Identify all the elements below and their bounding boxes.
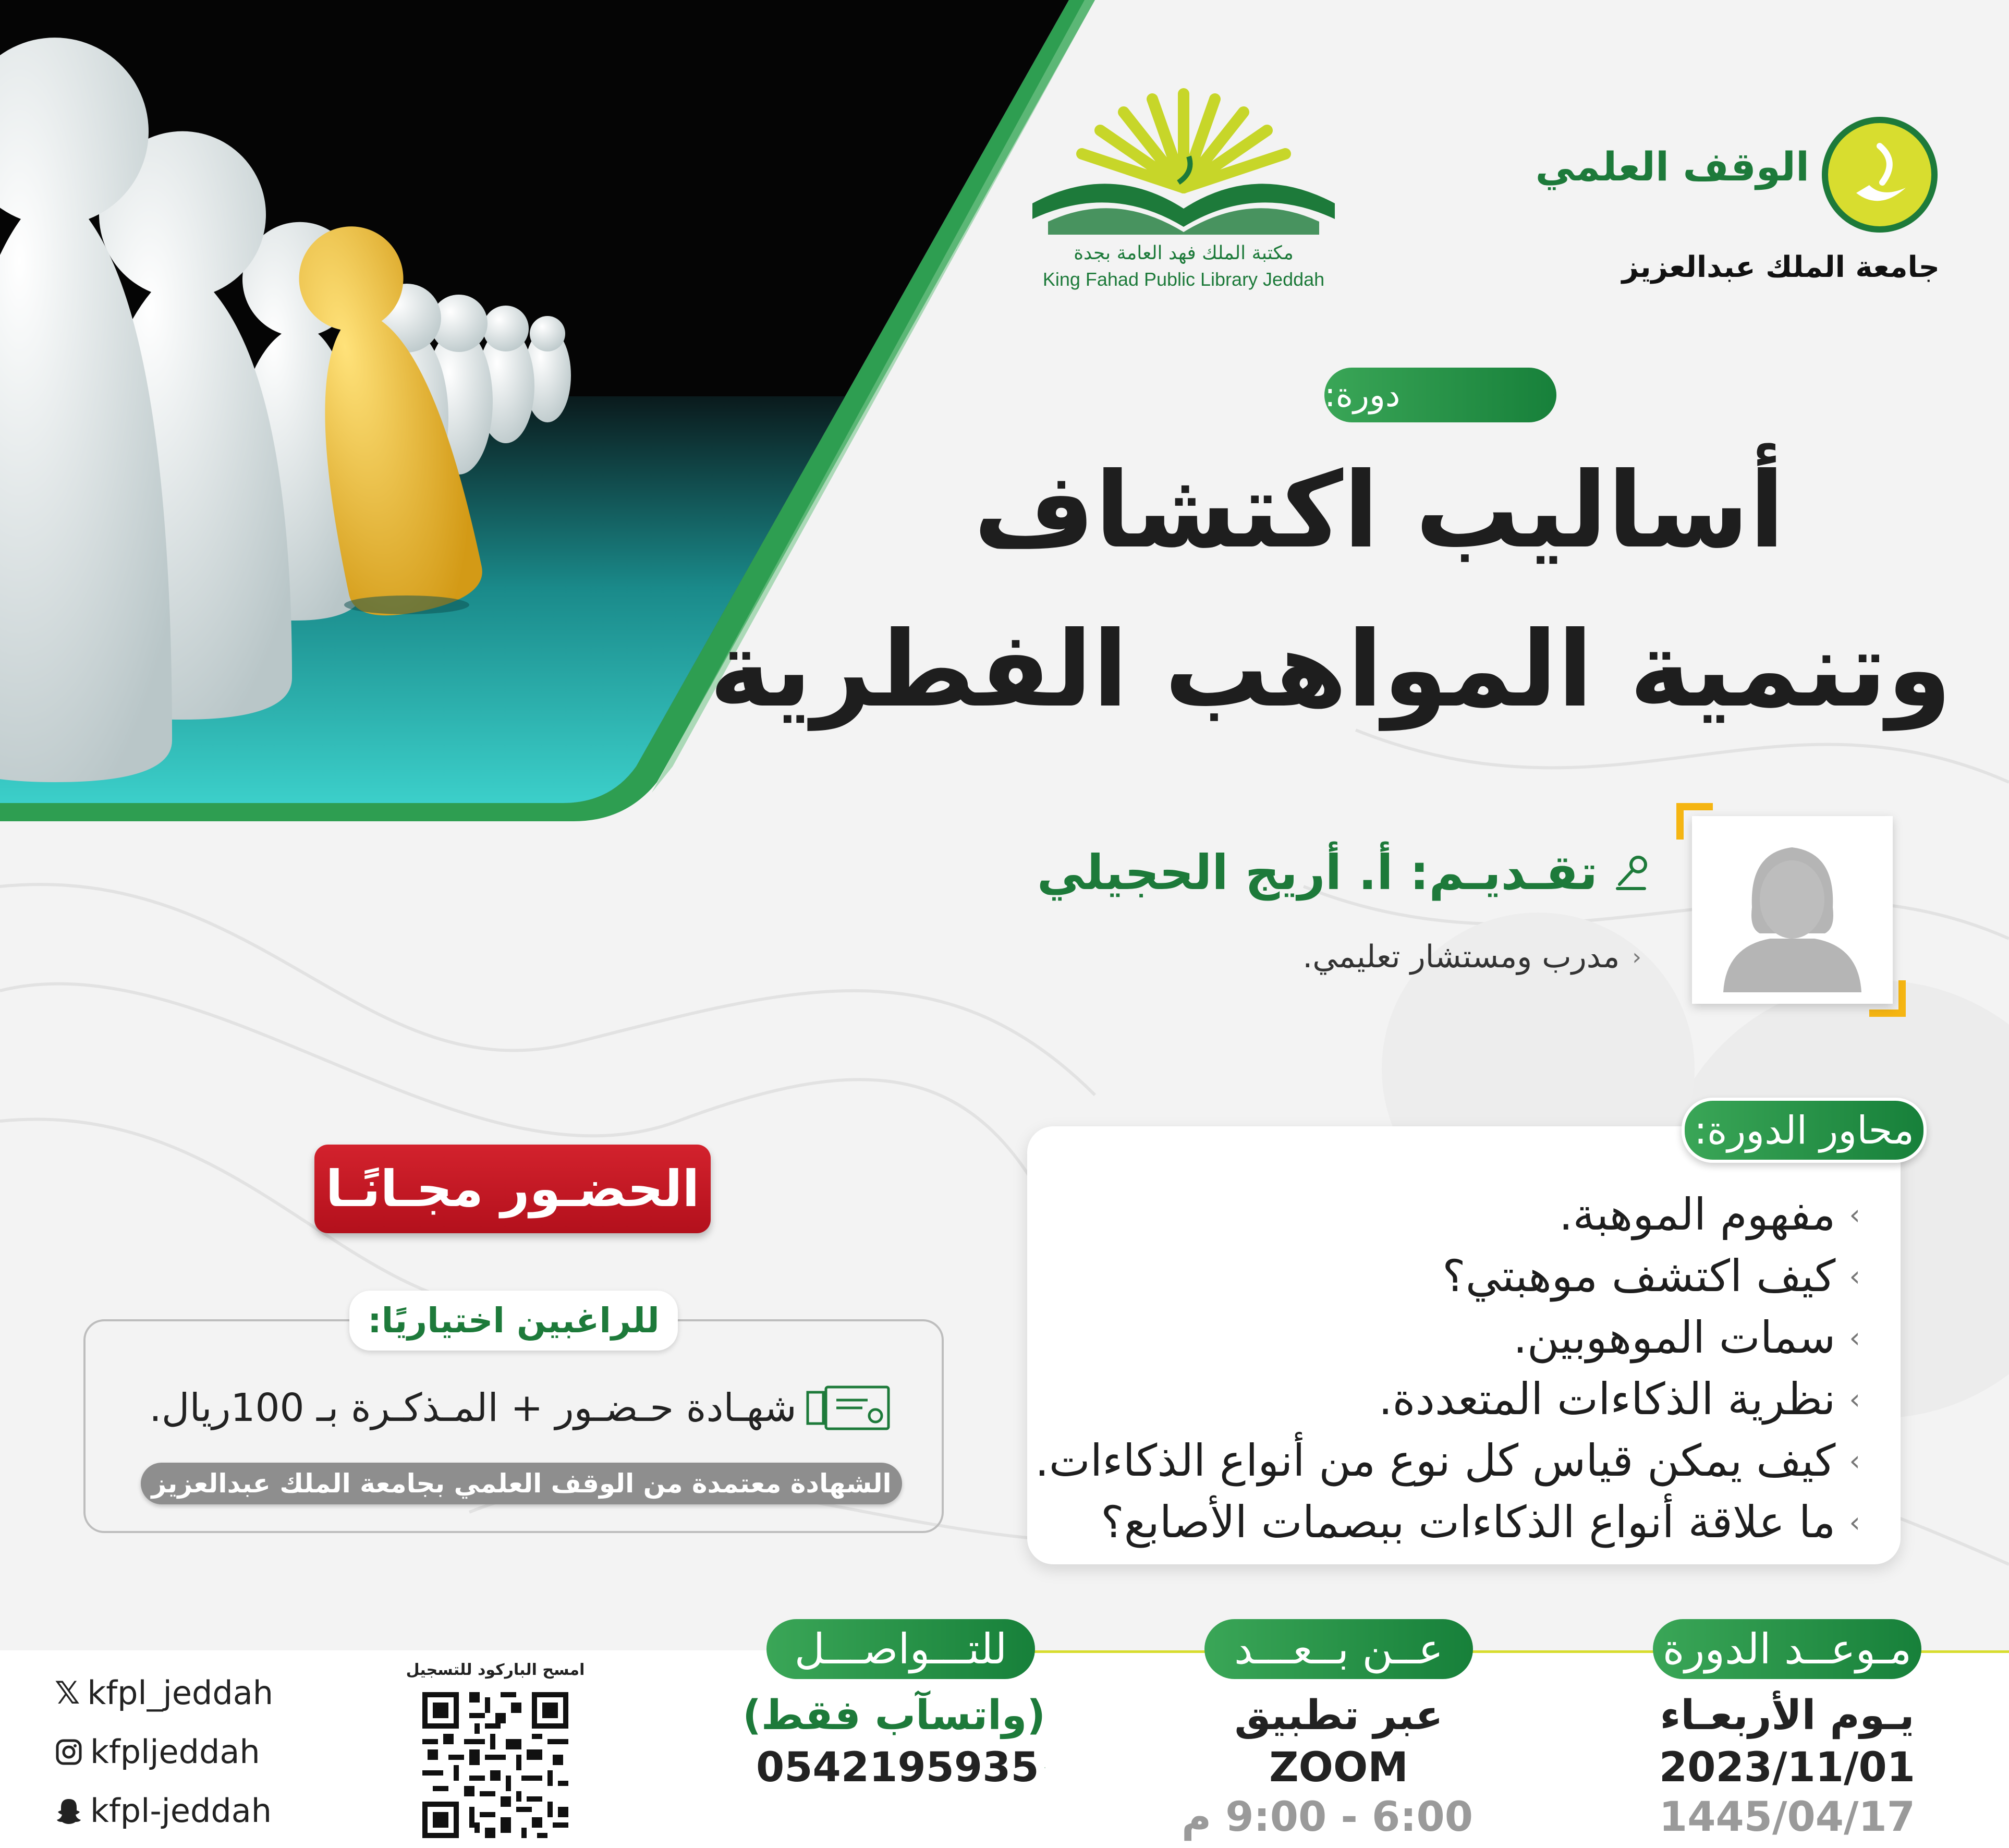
whatsapp-only: (واتسآب فقط)	[742, 1692, 1045, 1739]
x-icon: 𝕏	[55, 1674, 80, 1711]
list-item	[1026, 1368, 1860, 1430]
chevron-left-icon: ‹	[1849, 1505, 1860, 1539]
microphone-icon	[1610, 852, 1652, 894]
topic-text: مفهوم الموهبة.	[1559, 1189, 1836, 1240]
certificate-icon	[805, 1382, 894, 1434]
course-label: دورة:	[1324, 375, 1401, 415]
contact-pill	[766, 1619, 1035, 1679]
course-day: يـوم الأربعـاء	[1660, 1692, 1915, 1739]
accreditation-pill	[141, 1463, 902, 1504]
list-item	[1026, 1245, 1860, 1307]
social-handle[interactable]: kfpl-jeddah	[90, 1792, 272, 1830]
topic-text: كيف اكتشف موهبتي؟	[1442, 1250, 1836, 1302]
list-item	[1026, 1430, 1860, 1491]
course-date-gregorian: 2023/11/01	[1659, 1744, 1916, 1791]
library-logo	[1022, 83, 1345, 302]
remote-pill-label: عــن بــعـــد	[1234, 1625, 1443, 1673]
social-links	[55, 1674, 273, 1830]
course-title-line2: وتنمية المواهب الفطرية	[709, 609, 1952, 731]
date-pill	[1653, 1619, 1921, 1679]
chevron-left-icon: ‹	[1849, 1321, 1860, 1354]
certificate-row	[146, 1382, 897, 1434]
presenter-label-row	[1037, 845, 1652, 901]
phone-number[interactable]: 0542195935	[756, 1744, 1039, 1791]
accreditation-text: الشهادة معتمدة من الوقف العلمي بجامعة الملك عبدالعزيز	[151, 1468, 892, 1499]
topics-list	[1026, 1184, 1860, 1553]
topic-text: سمات الموهوبين.	[1513, 1312, 1836, 1363]
social-link-instagram[interactable]	[55, 1733, 273, 1771]
waqf-name: الوقف العلمي	[1535, 143, 1809, 190]
avatar-placeholder-icon	[1692, 816, 1893, 1004]
social-handle[interactable]: kfpl_jeddah	[87, 1674, 274, 1712]
presenter-role-row	[1302, 939, 1641, 975]
waqf-logo	[1535, 115, 1940, 302]
chevron-left-icon: ‹	[1632, 943, 1641, 970]
qr-caption: امسح الباركود للتسجيل	[406, 1661, 585, 1679]
instagram-icon	[55, 1738, 83, 1766]
chevron-left-icon: ‹	[1849, 1198, 1860, 1231]
library-name-english: King Fahad Public Library Jeddah	[1042, 269, 1325, 290]
presenter-name: تقـديـم: أ. أريج الحجيلي	[1037, 845, 1598, 901]
course-label-pill	[1324, 368, 1556, 422]
free-attendance-label: الحضـور مجـانًـا	[325, 1160, 700, 1218]
university-name: جامعة الملك عبدالعزيز	[1622, 250, 1940, 284]
list-item	[1026, 1491, 1860, 1553]
optional-label-pill	[349, 1291, 678, 1351]
chevron-left-icon: ‹	[1849, 1382, 1860, 1416]
date-pill-label: مـوعــد الدورة	[1662, 1625, 1912, 1673]
course-date-hijri: 1445/04/17	[1659, 1794, 1916, 1841]
waqf-emblem-icon	[1820, 115, 1940, 235]
topic-text: كيف يمكن قياس كل نوع من أنواع الذكاءات.	[1035, 1435, 1836, 1486]
registration-qr-code[interactable]	[422, 1692, 568, 1838]
list-item	[1026, 1307, 1860, 1368]
free-attendance-badge	[314, 1145, 711, 1233]
social-link-snapchat[interactable]	[55, 1792, 273, 1830]
chevron-left-icon: ‹	[1849, 1259, 1860, 1293]
chevron-left-icon: ‹	[1849, 1444, 1860, 1477]
social-link-x[interactable]	[55, 1674, 273, 1712]
app-name: ZOOM	[1269, 1744, 1408, 1791]
optional-label: للراغبين اختياريًا:	[368, 1300, 660, 1341]
library-book-icon	[1022, 83, 1345, 240]
topic-text: نظرية الذكاءات المتعددة.	[1378, 1373, 1836, 1425]
course-title-line1: أساليب اكتشاف	[973, 450, 1785, 572]
phone-row[interactable]	[756, 1744, 1045, 1791]
presenter-photo	[1692, 816, 1893, 1004]
app-label: عبر تطبيق	[1234, 1692, 1443, 1739]
topics-header-pill	[1682, 1098, 1927, 1163]
whatsapp-icon	[1044, 1751, 1045, 1784]
course-time: 6:00 - 9:00 م	[1181, 1794, 1473, 1841]
topic-text: ما علاقة أنواع الذكاءات ببصمات الأصابع؟	[1101, 1497, 1836, 1548]
certificate-text: شهـادة حـضـور + المـذكـرة بـ 100ريال.	[149, 1385, 797, 1430]
topics-header: محاور الدورة:	[1694, 1108, 1915, 1153]
remote-pill	[1204, 1619, 1473, 1679]
social-handle[interactable]: kfpljeddah	[90, 1733, 260, 1771]
presenter-role: مدرب ومستشار تعليمي.	[1302, 939, 1620, 975]
list-item	[1026, 1184, 1860, 1245]
contact-pill-label: للتـــواصـــل	[794, 1625, 1007, 1673]
snapchat-icon	[55, 1797, 83, 1825]
library-name-arabic: مكتبة الملك فهد العامة بجدة	[1074, 242, 1294, 264]
